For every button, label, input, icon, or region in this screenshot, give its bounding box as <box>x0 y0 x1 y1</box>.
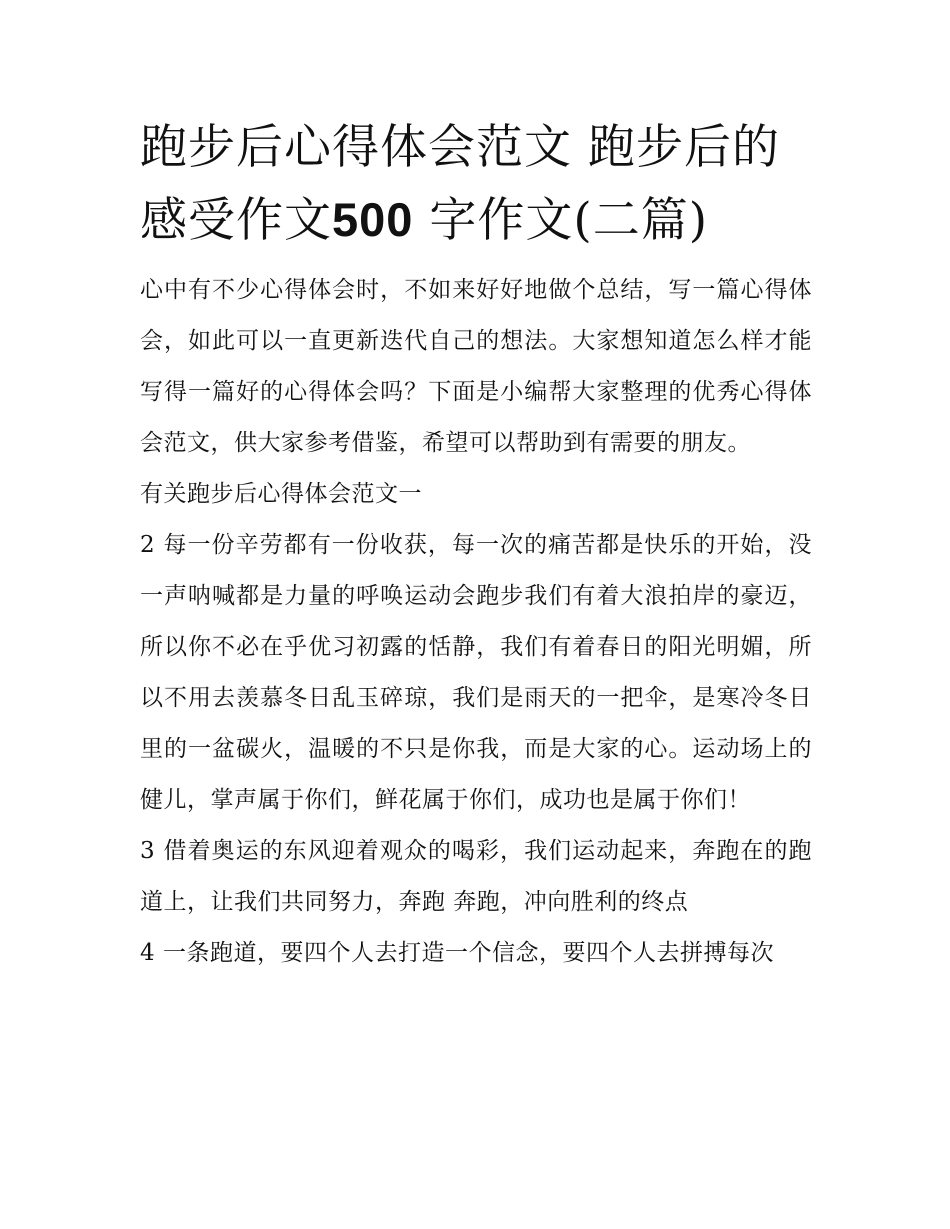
paragraph-item-3: 3 借着奥运的东风迎着观众的喝彩，我们运动起来，奔跑在的跑道上，让我们共同努力，奔跑 奔跑，冲向胜利的终点 <box>140 838 812 915</box>
paragraph-item-2: 2 每一份辛劳都有一份收获，每一次的痛苦都是快乐的开始，没一声呐喊都是力量的呼唤运动会跑步我们有着大浪拍岸的豪迈，所以你不必在乎优习初露的恬静，我们有着春日的阳光明媚，所以不用去羡慕冬日乱玉碎琼，我们是雨天的一把伞，是寒冷冬日里的一盆碳火，温暖的不只是你我，而是大家的心。运动场上的健儿，掌声属于你们，鲜花属于你们，成功也是属于你们！ <box>140 532 812 813</box>
document-page <box>140 112 812 979</box>
title-number: 500 <box>332 193 414 246</box>
paragraph-item-4: 4 一条跑道，要四个人去打造一个信念，要四个人去拼搏每次 <box>140 940 774 966</box>
title-text-part1: 跑步后心得体会范文 跑步后的感受作文 <box>140 120 780 248</box>
intro-paragraph: 心中有不少心得体会时，不如来好好地做个总结，写一篇心得体会，如此可以一直更新迭代自己的想法。大家想知道怎么样才能写得一篇好的心得体会吗？下面是小编帮大家整理的优秀心得体会范文，供大家参考借鉴，希望可以帮助到有需要的朋友。 <box>140 277 812 456</box>
section-heading: 有关跑步后心得体会范文一 <box>140 481 422 507</box>
document-title <box>140 112 812 257</box>
title-text-part2: 字作文(二篇) <box>413 193 709 248</box>
